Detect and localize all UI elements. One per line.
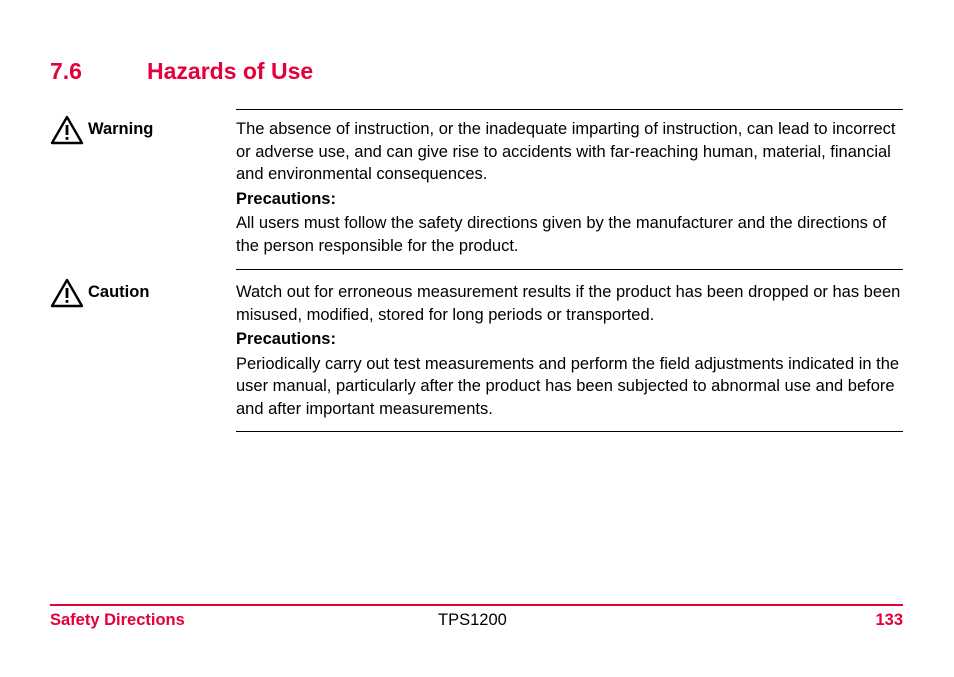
footer-product: TPS1200 — [438, 611, 507, 629]
section-title: Hazards of Use — [147, 58, 314, 84]
warning-precautions-text: All users must follow the safety directions given by the manufacturer and the directions of the person responsible for the product. — [236, 214, 887, 255]
table-middle-rule — [236, 269, 903, 270]
table-bottom-rule — [236, 431, 903, 432]
warning-description: The absence of instruction, or the inadequate imparting of instruction, can lead to incorrect or adverse use, and can give rise to accidents with far-reaching human, material, financial and environmental consequences. — [236, 120, 896, 183]
caution-precautions-label: Precautions: — [236, 330, 336, 348]
table-top-rule — [236, 109, 903, 110]
caution-precautions-text: Periodically carry out test measurements and perform the field adjustments indicated in the user manual, particularly after the product has been subjected to abnormal use and before and after important measurements. — [236, 354, 900, 418]
caution-description: Watch out for erroneous measurement results if the product has been dropped or has been misused, modified, stored for long periods or transported. — [236, 283, 901, 324]
warning-triangle-icon — [50, 115, 84, 145]
footer-rule — [50, 604, 903, 606]
footer-chapter: Safety Directions — [50, 611, 185, 629]
caution-content — [236, 281, 902, 422]
section-heading — [50, 58, 313, 85]
section-number: 7.6 — [50, 58, 82, 84]
warning-triangle-icon — [50, 278, 84, 308]
warning-label — [50, 118, 153, 145]
footer-page-number: 133 — [875, 611, 903, 629]
caution-label — [50, 281, 149, 308]
warning-precautions-label: Precautions: — [236, 189, 336, 208]
caution-label-text: Caution — [88, 283, 150, 301]
warning-label-text: Warning — [88, 120, 154, 138]
warning-content — [236, 118, 902, 259]
